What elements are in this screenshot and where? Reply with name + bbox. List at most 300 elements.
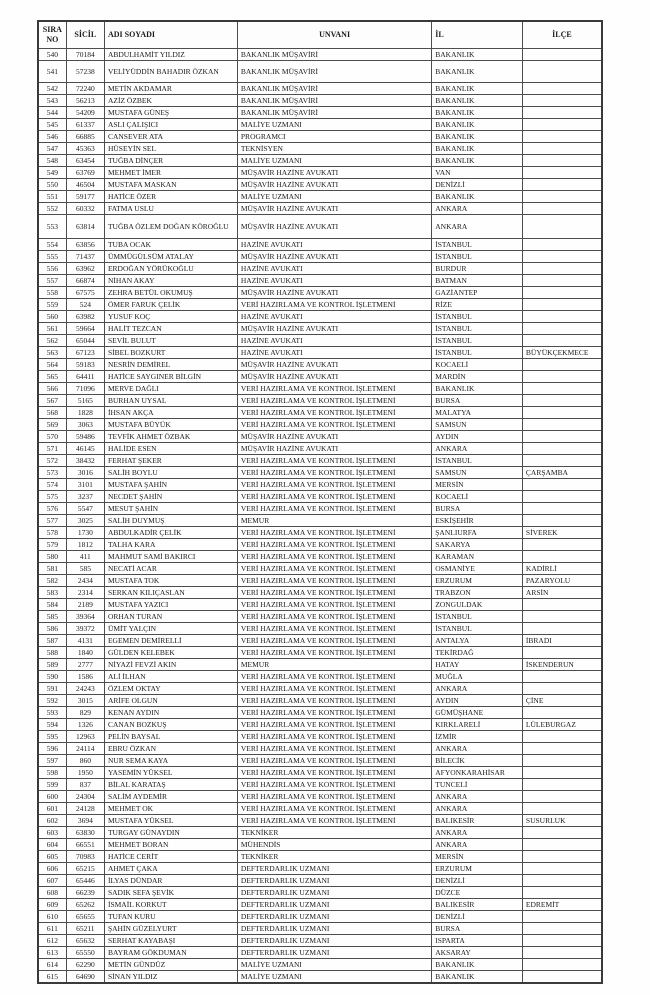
cell-il: ANKARA: [432, 827, 523, 839]
table-row: [38, 107, 602, 119]
cell-ilce: [522, 49, 602, 61]
cell-adi-soyadi: ŞAHİN GÜZELYURT: [104, 923, 237, 935]
cell-adi-soyadi: MUSTAFA GÜNEŞ: [104, 107, 237, 119]
cell-unvani: MÜŞAVİR HAZİNE AVUKATI: [237, 431, 431, 443]
cell-ilce: PAZARYOLU: [522, 575, 602, 587]
personnel-table: [37, 20, 603, 984]
cell-sira-no: 574: [38, 479, 66, 491]
cell-sira-no: 547: [38, 143, 66, 155]
cell-il: MARDİN: [432, 371, 523, 383]
table-row: [38, 49, 602, 61]
cell-il: MERSİN: [432, 851, 523, 863]
cell-sicil: 39364: [66, 611, 104, 623]
cell-sicil: 56213: [66, 95, 104, 107]
cell-unvani: VERİ HAZIRLAMA VE KONTROL İŞLETMENİ: [237, 719, 431, 731]
table-row: [38, 887, 602, 899]
cell-sira-no: 575: [38, 491, 66, 503]
table-row: [38, 875, 602, 887]
table-row: [38, 851, 602, 863]
cell-ilce: [522, 947, 602, 959]
cell-sira-no: 554: [38, 239, 66, 251]
cell-sicil: 3237: [66, 491, 104, 503]
cell-adi-soyadi: TURGAY GÜNAYDIN: [104, 827, 237, 839]
cell-adi-soyadi: MUSTAFA BÜYÜK: [104, 419, 237, 431]
cell-il: BAKANLIK: [432, 959, 523, 971]
table-row: [38, 479, 602, 491]
cell-sicil: 5165: [66, 395, 104, 407]
cell-unvani: VERİ HAZIRLAMA VE KONTROL İŞLETMENİ: [237, 539, 431, 551]
cell-unvani: MÜŞAVİR HAZİNE AVUKATI: [237, 251, 431, 263]
cell-sira-no: 611: [38, 923, 66, 935]
cell-adi-soyadi: PELİN BAYSAL: [104, 731, 237, 743]
cell-il: İSTANBUL: [432, 239, 523, 251]
table-row: [38, 203, 602, 215]
cell-il: VAN: [432, 167, 523, 179]
cell-ilce: [522, 287, 602, 299]
cell-ilce: [522, 251, 602, 263]
cell-adi-soyadi: TEVFİK AHMET ÖZBAK: [104, 431, 237, 443]
cell-adi-soyadi: ÖZLEM OKTAY: [104, 683, 237, 695]
cell-adi-soyadi: MERVE DAĞLI: [104, 383, 237, 395]
table-row: [38, 911, 602, 923]
cell-ilce: [522, 95, 602, 107]
cell-unvani: VERİ HAZIRLAMA VE KONTROL İŞLETMENİ: [237, 791, 431, 803]
cell-ilce: [522, 407, 602, 419]
cell-sira-no: 603: [38, 827, 66, 839]
cell-sira-no: 542: [38, 83, 66, 95]
cell-adi-soyadi: ÜMİT YALÇIN: [104, 623, 237, 635]
cell-sicil: 524: [66, 299, 104, 311]
cell-adi-soyadi: EGEMEN DEMİRELLİ: [104, 635, 237, 647]
cell-ilce: İSKENDERUN: [522, 659, 602, 671]
cell-sicil: 1586: [66, 671, 104, 683]
table-row: [38, 61, 602, 83]
cell-il: ERZURUM: [432, 575, 523, 587]
table-row: [38, 431, 602, 443]
cell-unvani: VERİ HAZIRLAMA VE KONTROL İŞLETMENİ: [237, 383, 431, 395]
cell-ilce: [522, 395, 602, 407]
cell-unvani: DEFTERDARLIK UZMANI: [237, 911, 431, 923]
cell-ilce: [522, 971, 602, 983]
table-row: [38, 371, 602, 383]
cell-unvani: DEFTERDARLIK UZMANI: [237, 899, 431, 911]
cell-unvani: VERİ HAZIRLAMA VE KONTROL İŞLETMENİ: [237, 755, 431, 767]
cell-sira-no: 567: [38, 395, 66, 407]
cell-il: İSTANBUL: [432, 251, 523, 263]
cell-sicil: 59177: [66, 191, 104, 203]
cell-il: AKSARAY: [432, 947, 523, 959]
cell-unvani: VERİ HAZIRLAMA VE KONTROL İŞLETMENİ: [237, 587, 431, 599]
cell-il: BAKANLIK: [432, 119, 523, 131]
cell-sicil: 71437: [66, 251, 104, 263]
cell-unvani: VERİ HAZIRLAMA VE KONTROL İŞLETMENİ: [237, 407, 431, 419]
cell-sicil: 63982: [66, 311, 104, 323]
table-row: [38, 455, 602, 467]
cell-sira-no: 587: [38, 635, 66, 647]
cell-sicil: 72240: [66, 83, 104, 95]
cell-sira-no: 608: [38, 887, 66, 899]
table-row: [38, 551, 602, 563]
cell-il: BAKANLIK: [432, 131, 523, 143]
table-row: [38, 947, 602, 959]
cell-adi-soyadi: TUBA OCAK: [104, 239, 237, 251]
cell-il: MERSİN: [432, 479, 523, 491]
cell-ilce: [522, 323, 602, 335]
cell-il: BİLECİK: [432, 755, 523, 767]
cell-adi-soyadi: MUSTAFA ŞAHİN: [104, 479, 237, 491]
cell-il: KOCAELİ: [432, 359, 523, 371]
cell-il: ANKARA: [432, 839, 523, 851]
cell-unvani: VERİ HAZIRLAMA VE KONTROL İŞLETMENİ: [237, 695, 431, 707]
cell-adi-soyadi: KENAN AYDIN: [104, 707, 237, 719]
cell-sicil: 63830: [66, 827, 104, 839]
cell-sicil: 66551: [66, 839, 104, 851]
cell-unvani: MÜŞAVİR HAZİNE AVUKATI: [237, 359, 431, 371]
table-row: [38, 263, 602, 275]
cell-sicil: 5547: [66, 503, 104, 515]
cell-ilce: ÇARŞAMBA: [522, 467, 602, 479]
cell-sira-no: 586: [38, 623, 66, 635]
table-row: [38, 503, 602, 515]
cell-adi-soyadi: SALİM AYDEMİR: [104, 791, 237, 803]
cell-ilce: [522, 443, 602, 455]
cell-sicil: 39372: [66, 623, 104, 635]
table-row: [38, 935, 602, 947]
cell-sira-no: 585: [38, 611, 66, 623]
cell-ilce: [522, 623, 602, 635]
cell-il: İSTANBUL: [432, 455, 523, 467]
cell-unvani: MALİYE UZMANI: [237, 959, 431, 971]
cell-il: GAZİANTEP: [432, 287, 523, 299]
cell-ilce: [522, 911, 602, 923]
cell-adi-soyadi: HALİT TEZCAN: [104, 323, 237, 335]
cell-adi-soyadi: METİN AKDAMAR: [104, 83, 237, 95]
cell-sicil: 60332: [66, 203, 104, 215]
cell-ilce: [522, 959, 602, 971]
cell-sicil: 70184: [66, 49, 104, 61]
cell-adi-soyadi: SİNAN YILDIZ: [104, 971, 237, 983]
cell-il: BALIKESİR: [432, 815, 523, 827]
table-row: [38, 731, 602, 743]
cell-ilce: [522, 827, 602, 839]
cell-sira-no: 573: [38, 467, 66, 479]
cell-sicil: 1812: [66, 539, 104, 551]
cell-ilce: ÇİNE: [522, 695, 602, 707]
cell-unvani: VERİ HAZIRLAMA VE KONTROL İŞLETMENİ: [237, 611, 431, 623]
cell-sira-no: 591: [38, 683, 66, 695]
cell-sira-no: 569: [38, 419, 66, 431]
cell-sira-no: 572: [38, 455, 66, 467]
table-row: [38, 467, 602, 479]
cell-unvani: PROGRAMCI: [237, 131, 431, 143]
cell-unvani: MÜŞAVİR HAZİNE AVUKATI: [237, 179, 431, 191]
cell-adi-soyadi: TUĞBA DİNÇER: [104, 155, 237, 167]
cell-sira-no: 595: [38, 731, 66, 743]
table-row: [38, 287, 602, 299]
cell-sira-no: 571: [38, 443, 66, 455]
table-row: [38, 143, 602, 155]
cell-unvani: VERİ HAZIRLAMA VE KONTROL İŞLETMENİ: [237, 491, 431, 503]
cell-unvani: MALİYE UZMANI: [237, 155, 431, 167]
cell-unvani: HAZİNE AVUKATI: [237, 347, 431, 359]
cell-adi-soyadi: NİHAN AKAY: [104, 275, 237, 287]
cell-unvani: HAZİNE AVUKATI: [237, 311, 431, 323]
cell-adi-soyadi: BAYRAM GÖKDUMAN: [104, 947, 237, 959]
table-row: [38, 683, 602, 695]
cell-adi-soyadi: MUSTAFA YÜKSEL: [104, 815, 237, 827]
table-row: [38, 131, 602, 143]
cell-sicil: 1828: [66, 407, 104, 419]
cell-sicil: 65632: [66, 935, 104, 947]
cell-sira-no: 615: [38, 971, 66, 983]
cell-sira-no: 550: [38, 179, 66, 191]
cell-adi-soyadi: NESRİN DEMİREL: [104, 359, 237, 371]
cell-unvani: MEMUR: [237, 659, 431, 671]
cell-sira-no: 613: [38, 947, 66, 959]
cell-sicil: 63769: [66, 167, 104, 179]
cell-adi-soyadi: YASEMİN YÜKSEL: [104, 767, 237, 779]
cell-ilce: [522, 335, 602, 347]
cell-il: ISPARTA: [432, 935, 523, 947]
cell-sicil: 70983: [66, 851, 104, 863]
cell-il: BAKANLIK: [432, 383, 523, 395]
cell-unvani: TEKNİKER: [237, 851, 431, 863]
cell-sira-no: 610: [38, 911, 66, 923]
cell-ilce: [522, 299, 602, 311]
cell-ilce: [522, 647, 602, 659]
cell-il: BAKANLIK: [432, 83, 523, 95]
cell-sira-no: 551: [38, 191, 66, 203]
cell-sicil: 12963: [66, 731, 104, 743]
cell-adi-soyadi: ABDULHAMİT YILDIZ: [104, 49, 237, 61]
cell-il: ANKARA: [432, 791, 523, 803]
cell-ilce: KADİRLİ: [522, 563, 602, 575]
cell-unvani: VERİ HAZIRLAMA VE KONTROL İŞLETMENİ: [237, 731, 431, 743]
cell-unvani: HAZİNE AVUKATI: [237, 275, 431, 287]
column-header-adi-soyadi: ADI SOYADI: [104, 21, 237, 49]
table-row: [38, 311, 602, 323]
cell-sira-no: 555: [38, 251, 66, 263]
cell-ilce: [522, 755, 602, 767]
cell-adi-soyadi: MUSTAFA TOK: [104, 575, 237, 587]
cell-ilce: [522, 551, 602, 563]
cell-sicil: 860: [66, 755, 104, 767]
cell-ilce: [522, 863, 602, 875]
cell-adi-soyadi: TUĞBA ÖZLEM DOĞAN KÖROĞLU: [104, 215, 237, 239]
cell-ilce: [522, 671, 602, 683]
cell-sicil: 64690: [66, 971, 104, 983]
cell-sira-no: 549: [38, 167, 66, 179]
cell-ilce: [522, 851, 602, 863]
cell-adi-soyadi: METİN GÜNDÜZ: [104, 959, 237, 971]
cell-ilce: [522, 707, 602, 719]
cell-adi-soyadi: ZEHRA BETÜL OKUMUŞ: [104, 287, 237, 299]
cell-unvani: HAZİNE AVUKATI: [237, 335, 431, 347]
cell-adi-soyadi: GÜLDEN KELEBEK: [104, 647, 237, 659]
cell-il: MUĞLA: [432, 671, 523, 683]
cell-adi-soyadi: CANAN BOZKUŞ: [104, 719, 237, 731]
cell-sira-no: 581: [38, 563, 66, 575]
table-row: [38, 671, 602, 683]
cell-sicil: 585: [66, 563, 104, 575]
table-row: [38, 191, 602, 203]
cell-sira-no: 553: [38, 215, 66, 239]
cell-unvani: VERİ HAZIRLAMA VE KONTROL İŞLETMENİ: [237, 647, 431, 659]
table-row: [38, 623, 602, 635]
cell-sira-no: 601: [38, 803, 66, 815]
table-row: [38, 515, 602, 527]
cell-sicil: 63814: [66, 215, 104, 239]
cell-unvani: VERİ HAZIRLAMA VE KONTROL İŞLETMENİ: [237, 479, 431, 491]
cell-sira-no: 546: [38, 131, 66, 143]
cell-adi-soyadi: ORHAN TURAN: [104, 611, 237, 623]
cell-il: ANKARA: [432, 215, 523, 239]
cell-il: SAMSUN: [432, 467, 523, 479]
cell-sira-no: 552: [38, 203, 66, 215]
cell-sicil: 24114: [66, 743, 104, 755]
table-row: [38, 599, 602, 611]
cell-adi-soyadi: HÜSEYİN SEL: [104, 143, 237, 155]
cell-il: ANKARA: [432, 803, 523, 815]
cell-sicil: 67575: [66, 287, 104, 299]
cell-sicil: 837: [66, 779, 104, 791]
cell-unvani: DEFTERDARLIK UZMANI: [237, 887, 431, 899]
cell-unvani: MÜŞAVİR HAZİNE AVUKATI: [237, 323, 431, 335]
table-row: [38, 563, 602, 575]
cell-sicil: 2777: [66, 659, 104, 671]
cell-ilce: [522, 179, 602, 191]
table-row: [38, 899, 602, 911]
cell-ilce: [522, 83, 602, 95]
cell-il: ESKİŞEHİR: [432, 515, 523, 527]
cell-ilce: [522, 359, 602, 371]
cell-ilce: [522, 515, 602, 527]
cell-sicil: 24128: [66, 803, 104, 815]
cell-il: BAKANLIK: [432, 95, 523, 107]
cell-il: GÜMÜŞHANE: [432, 707, 523, 719]
cell-sira-no: 562: [38, 335, 66, 347]
cell-adi-soyadi: MAHMUT SAMİ BAKIRCI: [104, 551, 237, 563]
cell-sira-no: 594: [38, 719, 66, 731]
cell-il: BATMAN: [432, 275, 523, 287]
cell-sira-no: 612: [38, 935, 66, 947]
cell-il: DENİZLİ: [432, 875, 523, 887]
cell-sicil: 65655: [66, 911, 104, 923]
table-row: [38, 719, 602, 731]
cell-adi-soyadi: SERKAN KILIÇASLAN: [104, 587, 237, 599]
cell-il: ANKARA: [432, 683, 523, 695]
cell-unvani: MÜŞAVİR HAZİNE AVUKATI: [237, 215, 431, 239]
cell-sicil: 65550: [66, 947, 104, 959]
cell-sicil: 59664: [66, 323, 104, 335]
cell-ilce: [522, 503, 602, 515]
cell-unvani: VERİ HAZIRLAMA VE KONTROL İŞLETMENİ: [237, 815, 431, 827]
cell-il: BAKANLIK: [432, 49, 523, 61]
cell-sira-no: 544: [38, 107, 66, 119]
cell-unvani: BAKANLIK MÜŞAVİRİ: [237, 49, 431, 61]
cell-sira-no: 604: [38, 839, 66, 851]
cell-sira-no: 548: [38, 155, 66, 167]
cell-adi-soyadi: İLYAS DÜNDAR: [104, 875, 237, 887]
cell-il: BURDUR: [432, 263, 523, 275]
cell-unvani: MÜHENDİS: [237, 839, 431, 851]
cell-adi-soyadi: HATİCE ÖZER: [104, 191, 237, 203]
cell-unvani: BAKANLIK MÜŞAVİRİ: [237, 95, 431, 107]
table-row: [38, 959, 602, 971]
cell-adi-soyadi: EBRU ÖZKAN: [104, 743, 237, 755]
cell-adi-soyadi: SADIK SEFA ŞEVİK: [104, 887, 237, 899]
cell-il: İSTANBUL: [432, 335, 523, 347]
cell-il: BAKANLIK: [432, 155, 523, 167]
cell-il: TUNCELİ: [432, 779, 523, 791]
cell-adi-soyadi: ARİFE OLGUN: [104, 695, 237, 707]
cell-sira-no: 597: [38, 755, 66, 767]
cell-ilce: [522, 923, 602, 935]
cell-unvani: VERİ HAZIRLAMA VE KONTROL İŞLETMENİ: [237, 767, 431, 779]
cell-unvani: BAKANLIK MÜŞAVİRİ: [237, 107, 431, 119]
column-header-unvani: UNVANI: [237, 21, 431, 49]
cell-sira-no: 556: [38, 263, 66, 275]
cell-unvani: MÜŞAVİR HAZİNE AVUKATI: [237, 203, 431, 215]
cell-ilce: [522, 131, 602, 143]
table-body: [38, 49, 602, 983]
cell-ilce: [522, 311, 602, 323]
table-row: [38, 155, 602, 167]
cell-sira-no: 592: [38, 695, 66, 707]
table-row: [38, 779, 602, 791]
cell-sicil: 71096: [66, 383, 104, 395]
cell-adi-soyadi: FATMA USLU: [104, 203, 237, 215]
cell-sicil: 1840: [66, 647, 104, 659]
cell-unvani: MALİYE UZMANI: [237, 119, 431, 131]
cell-sira-no: 606: [38, 863, 66, 875]
cell-sira-no: 541: [38, 61, 66, 83]
cell-adi-soyadi: NUR SEMA KAYA: [104, 755, 237, 767]
cell-adi-soyadi: ÜMMÜGÜLSÜM ATALAY: [104, 251, 237, 263]
table-row: [38, 95, 602, 107]
cell-ilce: [522, 839, 602, 851]
cell-unvani: TEKNİKER: [237, 827, 431, 839]
cell-adi-soyadi: AZİZ ÖZBEK: [104, 95, 237, 107]
table-row: [38, 803, 602, 815]
table-row: [38, 707, 602, 719]
cell-sicil: 2434: [66, 575, 104, 587]
cell-ilce: [522, 683, 602, 695]
column-header-sira-no: SIRA NO: [38, 21, 66, 49]
cell-unvani: MÜŞAVİR HAZİNE AVUKATI: [237, 443, 431, 455]
cell-sicil: 411: [66, 551, 104, 563]
cell-unvani: DEFTERDARLIK UZMANI: [237, 947, 431, 959]
cell-unvani: VERİ HAZIRLAMA VE KONTROL İŞLETMENİ: [237, 467, 431, 479]
cell-sicil: 3063: [66, 419, 104, 431]
table-row: [38, 383, 602, 395]
cell-il: RİZE: [432, 299, 523, 311]
cell-il: DÜZCE: [432, 887, 523, 899]
cell-ilce: LÜLEBURGAZ: [522, 719, 602, 731]
cell-adi-soyadi: MEHMET OK: [104, 803, 237, 815]
cell-unvani: MÜŞAVİR HAZİNE AVUKATI: [237, 371, 431, 383]
cell-il: DENİZLİ: [432, 179, 523, 191]
cell-sicil: 66239: [66, 887, 104, 899]
cell-sicil: 65044: [66, 335, 104, 347]
table-row: [38, 755, 602, 767]
column-header-sicil: SİCİL: [66, 21, 104, 49]
cell-adi-soyadi: TUFAN KURU: [104, 911, 237, 923]
cell-sicil: 45363: [66, 143, 104, 155]
cell-adi-soyadi: İHSAN AKÇA: [104, 407, 237, 419]
cell-il: MALATYA: [432, 407, 523, 419]
cell-il: SAKARYA: [432, 539, 523, 551]
